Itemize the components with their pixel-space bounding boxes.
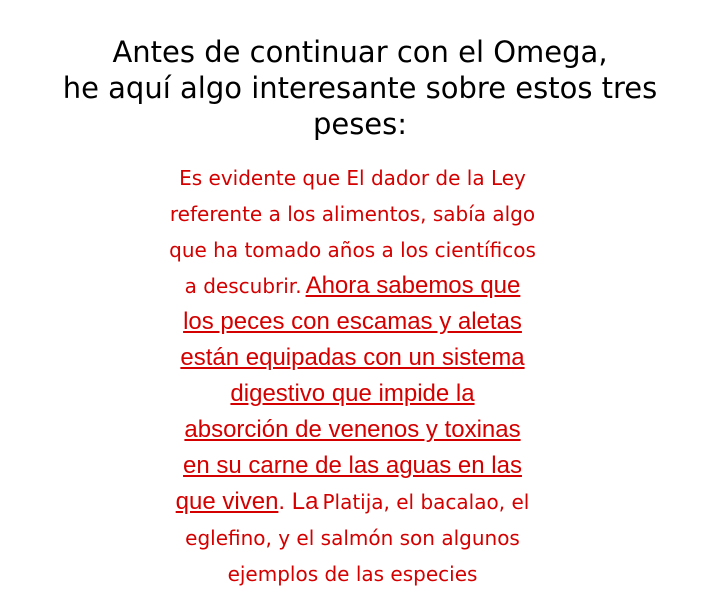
- title-line-1: Antes de continuar con el Omega,: [112, 35, 608, 69]
- body-line-4: [110, 268, 595, 304]
- body-line-10a: que viven: [175, 488, 279, 515]
- body-line-8: absorción de venenos y toxinas: [184, 416, 521, 443]
- title-line-3: peses:: [312, 107, 408, 141]
- slide-body: [110, 160, 595, 586]
- slide-title: [0, 34, 720, 142]
- body-line-12: ejemplos de las especies: [227, 562, 478, 586]
- body-line-9: en su carne de las aguas en las: [183, 452, 522, 479]
- body-line-4a: a descubrir.: [184, 274, 302, 298]
- body-line-6: están equipadas con un sistema: [180, 344, 525, 371]
- body-line-10: [110, 484, 595, 520]
- body-line-2: referente a los alimentos, sabía algo: [169, 202, 536, 226]
- body-line-10c: Platija, el bacalao, el: [322, 490, 530, 514]
- title-line-2: he aquí algo interesante sobre estos tres: [62, 71, 658, 105]
- body-line-3: que ha tomado años a los científicos: [169, 238, 536, 262]
- body-line-11: eglefino, y el salmón son algunos: [185, 526, 520, 550]
- body-line-7: digestivo que impide la: [230, 380, 475, 407]
- body-line-10b: . La: [278, 488, 319, 515]
- body-line-1: Es evidente que El dador de la Ley: [179, 166, 526, 190]
- body-line-4b: Ahora sabemos que: [305, 272, 521, 299]
- body-line-5: los peces con escamas y aletas: [183, 308, 522, 335]
